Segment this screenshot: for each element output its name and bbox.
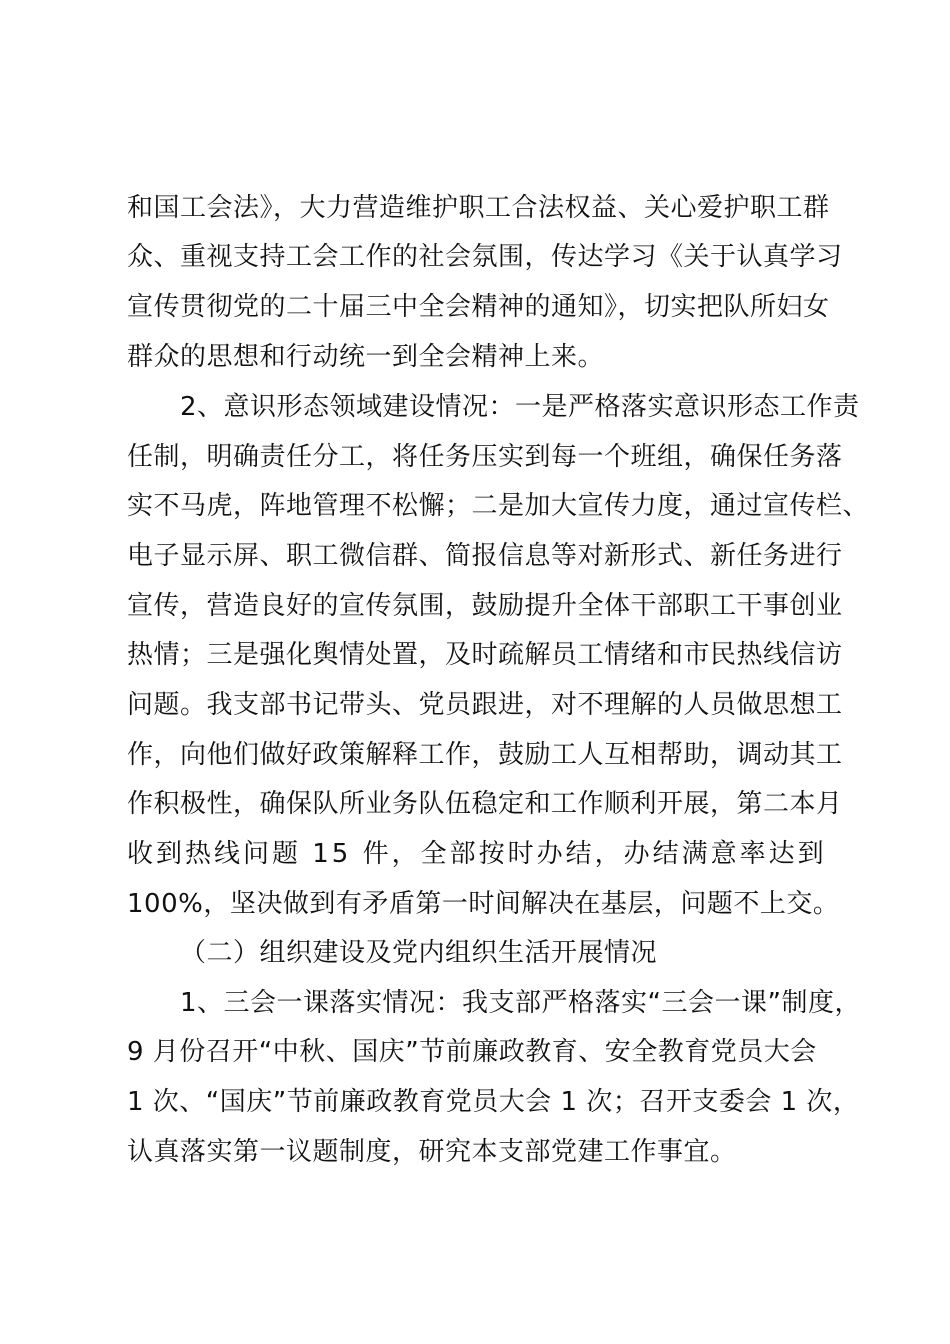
text-line: 作积极性，确保队所业务队伍稳定和工作顺利开展，第二本月	[127, 789, 843, 819]
text-line: 宣传，营造良好的宣传氛围，鼓励提升全体干部职工干事创业	[127, 591, 843, 621]
text-line: 认真落实第一议题制度，研究本支部党建工作事宜。	[127, 1137, 737, 1167]
paragraph-heading: 2、意识形态领域建设情况：一是严格落实意识形态工作责	[180, 392, 860, 422]
section-heading: （二）组织建设及党内组织生活开展情况	[180, 938, 658, 968]
text-line: 宣传贯彻党的二十届三中全会精神的通知》，切实把队所妇女	[127, 292, 830, 322]
text-line: 9 月份召开“中秋、国庆”节前廉政教育、安全教育党员大会	[127, 1037, 817, 1067]
text-line: 热情；三是强化舆情处置，及时疏解员工情绪和市民热线信访	[127, 640, 843, 670]
text-line: 任制，明确责任分工，将任务压实到每一个班组，确保任务落	[127, 442, 843, 472]
text-line: 作，向他们做好政策解释工作，鼓励工人互相帮助，调动其工	[127, 740, 843, 770]
text-line: 和国工会法》，大力营造维护职工合法权益、关心爱护职工群	[127, 193, 830, 223]
text-line: 实不马虎，阵地管理不松懈；二是加大宣传力度，通过宣传栏、	[127, 491, 870, 521]
text-line: 100%，坚决做到有矛盾第一时间解决在基层，问题不上交。	[127, 889, 840, 919]
text-line: 电子显示屏、职工微信群、简报信息等对新形式、新任务进行	[127, 541, 843, 571]
text-line: 群众的思想和行动统一到全会精神上来。	[127, 342, 605, 372]
text-line: 收到热线问题 15 件，全部按时办结，办结满意率达到	[127, 839, 827, 869]
paragraph-heading: 1、三会一课落实情况：我支部严格落实“三会一课”制度，	[180, 988, 861, 1018]
text-line: 众、重视支持工会工作的社会氛围，传达学习《关于认真学习	[127, 242, 843, 272]
text-line: 1 次、“国庆”节前廉政教育党员大会 1 次；召开支委会 1 次，	[127, 1087, 860, 1117]
text-line: 问题。我支部书记带头、党员跟进，对不理解的人员做思想工	[127, 690, 843, 720]
